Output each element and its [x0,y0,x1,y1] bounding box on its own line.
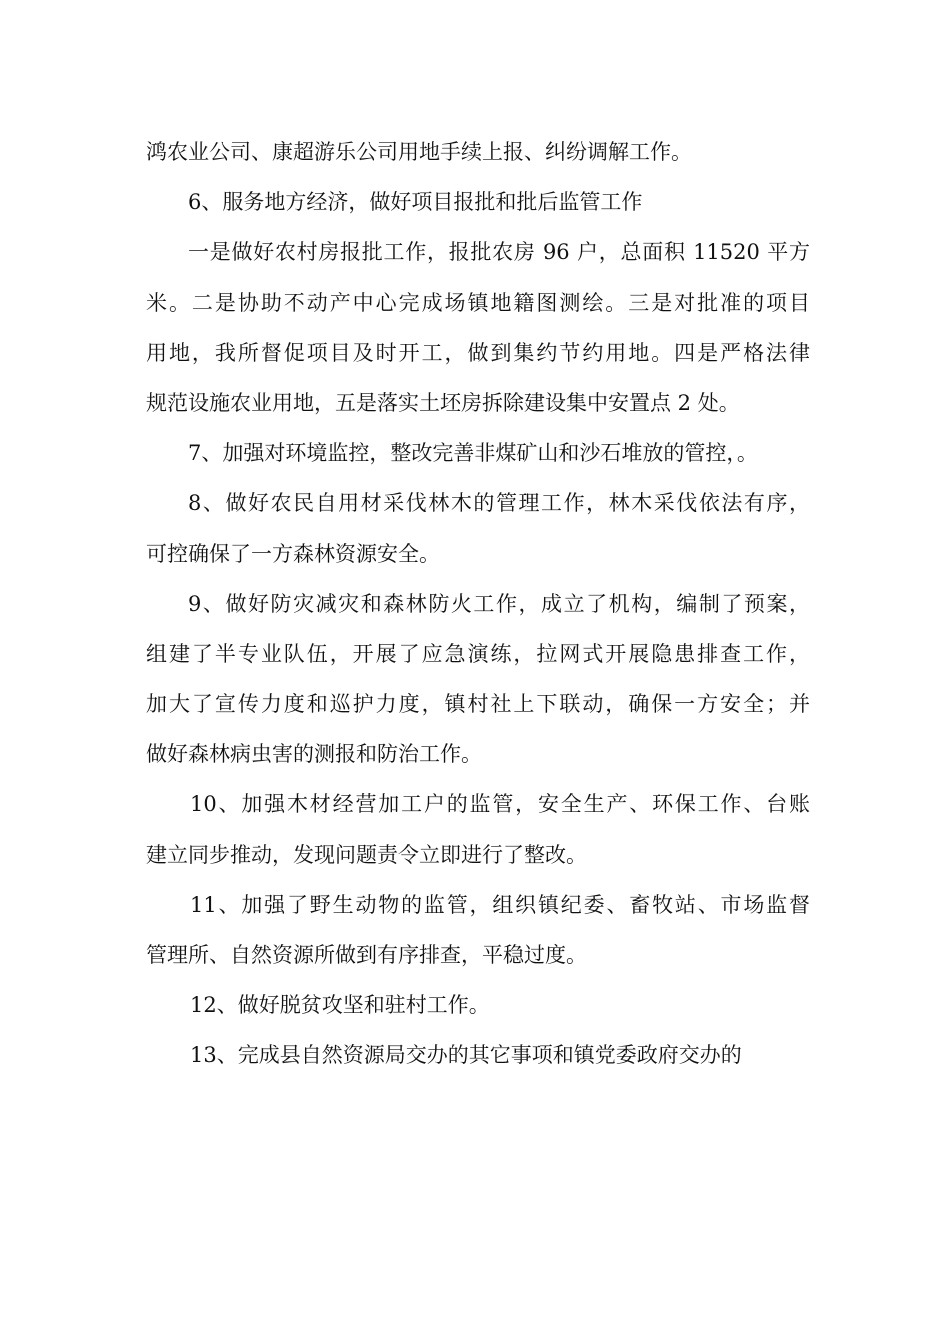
paragraph-line: 组建了半专业队伍，开展了应急演练，拉网式开展隐患排查工作， [146,641,810,666]
document-body [146,132,810,1086]
paragraph-line: 做好森林病虫害的测报和防治工作。 [146,742,482,767]
paragraph-line: 建立同步推动，发现问题责令立即进行了整改。 [146,842,587,867]
paragraph-line: 规范设施农业用地，五是落实土坯房拆除建设集中安置点 2 处。 [146,390,740,415]
list-item-9: 9、做好防灾减灾和森林防火工作，成立了机构，编制了预案， [188,591,810,616]
paragraph-line: 米。二是协助不动产中心完成场镇地籍图测绘。三是对批准的项目 [146,290,810,315]
paragraph-line: 鸿农业公司、康超游乐公司用地手续上报、纠纷调解工作。 [146,140,692,164]
list-item-10: 10、加强木材经营加工户的监管，安全生产、环保工作、台账 [190,792,810,817]
list-item-11: 11、加强了野生动物的监管，组织镇纪委、畜牧站、市场监督 [190,892,810,917]
section-heading-6: 6、服务地方经济，做好项目报批和批后监管工作 [188,190,643,215]
list-item-13: 13、完成县自然资源局交办的其它事项和镇党委政府交办的 [190,1043,742,1068]
list-item-8: 8、做好农民自用材采伐林木的管理工作，林木采伐依法有序， [188,491,810,516]
paragraph-line: 加大了宣传力度和巡护力度，镇村社上下联动，确保一方安全；并 [146,692,810,717]
list-item-7: 7、加强对环境监控，整改完善非煤矿山和沙石堆放的管控，。 [188,441,758,466]
paragraph-line: 用地，我所督促项目及时开工，做到集约节约用地。四是严格法律 [146,340,810,365]
paragraph-line: 可控确保了一方森林资源安全。 [146,541,440,566]
paragraph-line: 管理所、自然资源所做到有序排查，平稳过度。 [146,943,587,967]
paragraph-line: 一是做好农村房报批工作，报批农房 96 户，总面积 11520 平方 [188,240,810,265]
list-item-12: 12、做好脱贫攻坚和驻村工作。 [190,993,490,1018]
